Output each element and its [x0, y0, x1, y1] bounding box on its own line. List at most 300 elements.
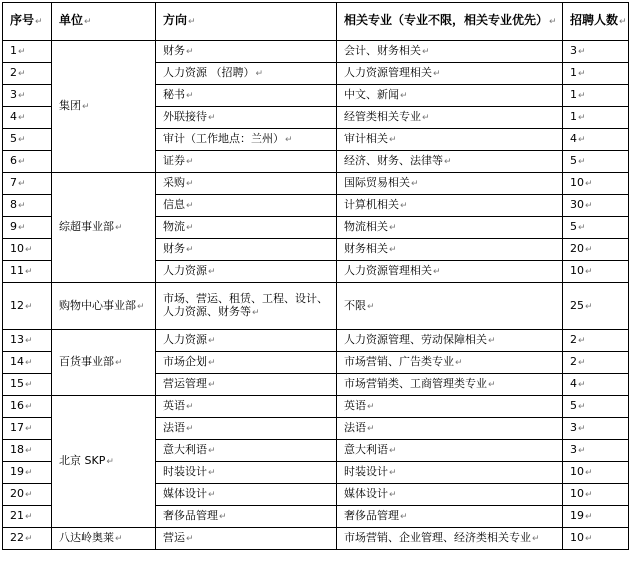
paragraph-mark-icon: ↵ — [25, 267, 33, 277]
cell-direction — [156, 107, 337, 129]
paragraph-mark-icon: ↵ — [578, 135, 586, 145]
paragraph-mark-icon: ↵ — [186, 201, 194, 211]
header-unit-label: 单位 — [59, 13, 84, 27]
paragraph-mark-icon: ↵ — [422, 113, 430, 123]
row-no: 22 — [10, 531, 24, 544]
paragraph-mark-icon: ↵ — [585, 201, 593, 211]
cell-count — [563, 283, 629, 330]
paragraph-mark-icon: ↵ — [389, 446, 397, 456]
cell-major — [337, 107, 563, 129]
major-text: 奢侈品管理 — [344, 509, 399, 522]
paragraph-mark-icon: ↵ — [255, 69, 264, 79]
paragraph-mark-icon: ↵ — [208, 446, 216, 456]
paragraph-mark-icon: ↵ — [285, 135, 293, 145]
paragraph-mark-icon: ↵ — [578, 358, 586, 368]
direction-text: 法语 — [163, 421, 185, 434]
row-no: 10 — [10, 242, 24, 255]
row-no: 6 — [10, 154, 17, 167]
count-value: 1 — [570, 66, 577, 79]
paragraph-mark-icon: ↵ — [585, 490, 593, 500]
cell-count — [563, 151, 629, 173]
major-text: 不限 — [344, 298, 366, 312]
cell-major — [337, 239, 563, 261]
paragraph-mark-icon: ↵ — [208, 490, 216, 500]
direction-text: 英语 — [163, 399, 185, 412]
cell-count — [563, 173, 629, 195]
paragraph-mark-icon: ↵ — [186, 91, 194, 101]
cell-no — [3, 85, 52, 107]
header-cell-major — [337, 3, 563, 41]
paragraph-mark-icon: ↵ — [389, 468, 397, 478]
cell-no — [3, 151, 52, 173]
paragraph-mark-icon: ↵ — [25, 402, 33, 412]
major-text: 经管类相关专业 — [344, 110, 421, 123]
cell-major — [337, 41, 563, 63]
paragraph-mark-icon: ↵ — [25, 446, 33, 456]
paragraph-mark-icon: ↵ — [186, 157, 194, 167]
cell-direction — [156, 462, 337, 484]
cell-no — [3, 352, 52, 374]
cell-no — [3, 195, 52, 217]
paragraph-mark-icon: ↵ — [18, 113, 26, 123]
paragraph-mark-icon: ↵ — [25, 336, 33, 346]
cell-major — [337, 352, 563, 374]
direction-text: 秘书 — [163, 88, 185, 101]
count-value: 10 — [570, 465, 584, 478]
cell-count — [563, 63, 629, 85]
cell-no — [3, 129, 52, 151]
unit-name: 北京 SKP — [59, 454, 106, 467]
cell-count — [563, 195, 629, 217]
cell-major — [337, 261, 563, 283]
paragraph-mark-icon: ↵ — [25, 512, 33, 522]
unit-name: 购物中心事业部 — [59, 298, 136, 312]
paragraph-mark-icon: ↵ — [188, 17, 196, 27]
direction-text: 奢侈品管理 — [163, 509, 218, 522]
paragraph-mark-icon: ↵ — [455, 358, 463, 368]
major-text: 市场营销、企业管理、经济类相关专业 — [344, 531, 531, 544]
count-value: 3 — [570, 443, 577, 456]
major-text: 财务相关 — [344, 242, 388, 255]
count-value: 10 — [570, 176, 584, 189]
cell-major — [337, 63, 563, 85]
table-row — [3, 283, 629, 330]
direction-text: 审计（工作地点：兰州） — [163, 132, 284, 145]
count-value: 5 — [570, 399, 577, 412]
paragraph-mark-icon: ↵ — [411, 179, 419, 189]
paragraph-mark-icon: ↵ — [578, 402, 586, 412]
cell-direction — [156, 41, 337, 63]
paragraph-mark-icon: ↵ — [35, 17, 43, 27]
major-text: 国际贸易相关 — [344, 176, 410, 189]
cell-count — [563, 239, 629, 261]
paragraph-mark-icon: ↵ — [389, 135, 397, 145]
cell-direction — [156, 418, 337, 440]
direction-text: 财务 — [163, 242, 185, 255]
unit-name: 集团 — [59, 99, 81, 112]
count-value: 4 — [570, 377, 577, 390]
cell-unit — [52, 330, 156, 396]
paragraph-mark-icon: ↵ — [433, 267, 441, 277]
cell-unit — [52, 396, 156, 528]
paragraph-mark-icon: ↵ — [208, 336, 216, 346]
cell-no — [3, 462, 52, 484]
count-value: 5 — [570, 154, 577, 167]
paragraph-mark-icon: ↵ — [186, 223, 194, 233]
cell-count — [563, 41, 629, 63]
direction-text: 营运管理 — [163, 377, 207, 390]
cell-no — [3, 418, 52, 440]
cell-count — [563, 107, 629, 129]
paragraph-mark-icon: ↵ — [18, 223, 26, 233]
recruitment-table — [2, 2, 629, 550]
direction-text: 财务 — [163, 44, 185, 57]
paragraph-mark-icon: ↵ — [585, 468, 593, 478]
row-no: 2 — [10, 66, 17, 79]
cell-major — [337, 283, 563, 330]
count-value: 1 — [570, 110, 577, 123]
cell-no — [3, 330, 52, 352]
paragraph-mark-icon: ↵ — [585, 267, 593, 277]
paragraph-mark-icon: ↵ — [578, 47, 586, 57]
unit-name: 综超事业部 — [59, 220, 114, 233]
major-text: 物流相关 — [344, 220, 388, 233]
unit-name: 百货事业部 — [59, 355, 114, 368]
table-header-row — [3, 3, 629, 41]
row-no: 7 — [10, 176, 17, 189]
cell-major — [337, 129, 563, 151]
paragraph-mark-icon: ↵ — [252, 308, 260, 318]
row-no: 4 — [10, 110, 17, 123]
header-no-label: 序号 — [10, 13, 35, 27]
major-text: 意大利语 — [344, 443, 388, 456]
cell-count — [563, 396, 629, 418]
cell-direction — [156, 63, 337, 85]
row-no: 18 — [10, 443, 24, 456]
cell-unit — [52, 283, 156, 330]
cell-major — [337, 85, 563, 107]
paragraph-mark-icon: ↵ — [84, 17, 92, 27]
cell-direction — [156, 374, 337, 396]
major-text: 时装设计 — [344, 465, 388, 478]
major-text: 计算机相关 — [344, 198, 399, 211]
direction-text: 市场、营运、租赁、工程、设计、人力资源、财务等 — [163, 292, 328, 318]
cell-direction — [156, 528, 337, 550]
row-no: 20 — [10, 487, 24, 500]
count-value: 30 — [570, 198, 584, 211]
paragraph-mark-icon: ↵ — [18, 91, 26, 101]
major-text: 市场营销、广告类专业 — [344, 355, 454, 368]
cell-no — [3, 528, 52, 550]
paragraph-mark-icon: ↵ — [532, 534, 540, 544]
paragraph-mark-icon: ↵ — [25, 424, 33, 434]
paragraph-mark-icon: ↵ — [186, 245, 194, 255]
cell-direction — [156, 261, 337, 283]
paragraph-mark-icon: ↵ — [18, 179, 26, 189]
cell-count — [563, 129, 629, 151]
header-cell-unit — [52, 3, 156, 41]
direction-text: 市场企划 — [163, 355, 207, 368]
cell-no — [3, 173, 52, 195]
cell-major — [337, 484, 563, 506]
paragraph-mark-icon: ↵ — [18, 157, 26, 167]
cell-no — [3, 261, 52, 283]
cell-unit — [52, 41, 156, 173]
count-value: 19 — [570, 509, 584, 522]
cell-major — [337, 418, 563, 440]
paragraph-mark-icon: ↵ — [25, 490, 33, 500]
paragraph-mark-icon: ↵ — [208, 267, 216, 277]
cell-count — [563, 261, 629, 283]
cell-no — [3, 396, 52, 418]
row-no: 9 — [10, 220, 17, 233]
paragraph-mark-icon: ↵ — [367, 402, 375, 412]
paragraph-mark-icon: ↵ — [208, 113, 216, 123]
paragraph-mark-icon: ↵ — [578, 380, 586, 390]
paragraph-mark-icon: ↵ — [400, 512, 408, 522]
table-row — [3, 330, 629, 352]
paragraph-mark-icon: ↵ — [186, 179, 194, 189]
paragraph-mark-icon: ↵ — [389, 223, 397, 233]
paragraph-mark-icon: ↵ — [585, 301, 593, 312]
cell-direction — [156, 283, 337, 330]
row-no: 11 — [10, 264, 24, 277]
cell-count — [563, 528, 629, 550]
cell-count — [563, 484, 629, 506]
count-value: 1 — [570, 88, 577, 101]
direction-text: 证券 — [163, 154, 185, 167]
cell-unit — [52, 528, 156, 550]
cell-direction — [156, 85, 337, 107]
cell-no — [3, 506, 52, 528]
paragraph-mark-icon: ↵ — [18, 47, 26, 57]
count-value: 5 — [570, 220, 577, 233]
paragraph-mark-icon: ↵ — [619, 17, 627, 27]
direction-text: 采购 — [163, 176, 185, 189]
count-value: 3 — [570, 44, 577, 57]
cell-count — [563, 330, 629, 352]
cell-major — [337, 506, 563, 528]
table-row — [3, 41, 629, 63]
unit-name: 八达岭奥莱 — [59, 531, 114, 544]
cell-count — [563, 506, 629, 528]
paragraph-mark-icon: ↵ — [578, 157, 586, 167]
direction-text: 人力资源 （招聘） — [163, 66, 255, 79]
header-major-label: 相关专业（专业不限，相关专业优先） — [344, 13, 549, 27]
header-cell-count — [563, 3, 629, 41]
paragraph-mark-icon: ↵ — [186, 424, 194, 434]
cell-direction — [156, 484, 337, 506]
row-no: 15 — [10, 377, 24, 390]
cell-count — [563, 418, 629, 440]
paragraph-mark-icon: ↵ — [18, 201, 26, 211]
paragraph-mark-icon: ↵ — [208, 468, 216, 478]
paragraph-mark-icon: ↵ — [585, 179, 593, 189]
cell-major — [337, 374, 563, 396]
direction-text: 人力资源 — [163, 264, 207, 277]
paragraph-mark-icon: ↵ — [578, 113, 586, 123]
cell-major — [337, 396, 563, 418]
direction-text: 意大利语 — [163, 443, 207, 456]
header-direction-label: 方向 — [163, 13, 188, 27]
paragraph-mark-icon: ↵ — [186, 47, 194, 57]
paragraph-mark-icon: ↵ — [488, 336, 496, 346]
count-value: 10 — [570, 531, 584, 544]
paragraph-mark-icon: ↵ — [585, 534, 593, 544]
paragraph-mark-icon: ↵ — [389, 245, 397, 255]
count-value: 4 — [570, 132, 577, 145]
paragraph-mark-icon: ↵ — [422, 47, 430, 57]
row-no: 3 — [10, 88, 17, 101]
paragraph-mark-icon: ↵ — [106, 457, 114, 467]
cell-direction — [156, 129, 337, 151]
row-no: 21 — [10, 509, 24, 522]
header-count-label: 招聘人数 — [570, 13, 619, 27]
cell-major — [337, 528, 563, 550]
row-no: 17 — [10, 421, 24, 434]
cell-direction — [156, 330, 337, 352]
cell-no — [3, 107, 52, 129]
major-text: 中文、新闻 — [344, 88, 399, 101]
paragraph-mark-icon: ↵ — [433, 69, 441, 79]
count-value: 3 — [570, 421, 577, 434]
paragraph-mark-icon: ↵ — [367, 424, 375, 434]
paragraph-mark-icon: ↵ — [208, 358, 216, 368]
cell-no — [3, 484, 52, 506]
paragraph-mark-icon: ↵ — [25, 358, 33, 368]
row-no: 19 — [10, 465, 24, 478]
paragraph-mark-icon: ↵ — [115, 358, 123, 368]
paragraph-mark-icon: ↵ — [578, 223, 586, 233]
paragraph-mark-icon: ↵ — [25, 468, 33, 478]
cell-major — [337, 173, 563, 195]
cell-count — [563, 217, 629, 239]
paragraph-mark-icon: ↵ — [219, 512, 227, 522]
paragraph-mark-icon: ↵ — [82, 102, 90, 112]
cell-direction — [156, 173, 337, 195]
paragraph-mark-icon: ↵ — [400, 201, 408, 211]
cell-major — [337, 195, 563, 217]
paragraph-mark-icon: ↵ — [400, 91, 408, 101]
paragraph-mark-icon: ↵ — [578, 69, 586, 79]
paragraph-mark-icon: ↵ — [578, 424, 586, 434]
paragraph-mark-icon: ↵ — [115, 534, 123, 544]
paragraph-mark-icon: ↵ — [186, 402, 194, 412]
cell-major — [337, 440, 563, 462]
cell-no — [3, 41, 52, 63]
count-value: 10 — [570, 264, 584, 277]
major-text: 市场营销类、工商管理类专业 — [344, 377, 487, 390]
header-cell-direction — [156, 3, 337, 41]
cell-direction — [156, 151, 337, 173]
major-text: 人力资源管理相关 — [344, 66, 432, 79]
count-value: 10 — [570, 487, 584, 500]
paragraph-mark-icon: ↵ — [25, 380, 33, 390]
row-no: 12 — [10, 298, 24, 312]
cell-unit — [52, 173, 156, 283]
cell-major — [337, 462, 563, 484]
cell-direction — [156, 396, 337, 418]
table-row — [3, 396, 629, 418]
paragraph-mark-icon: ↵ — [444, 157, 452, 167]
paragraph-mark-icon: ↵ — [25, 534, 33, 544]
major-text: 法语 — [344, 421, 366, 434]
cell-direction — [156, 440, 337, 462]
paragraph-mark-icon: ↵ — [208, 380, 216, 390]
cell-count — [563, 462, 629, 484]
cell-direction — [156, 217, 337, 239]
paragraph-mark-icon: ↵ — [25, 301, 33, 312]
header-cell-no — [3, 3, 52, 41]
major-text: 经济、财务、法律等 — [344, 154, 443, 167]
paragraph-mark-icon: ↵ — [186, 534, 194, 544]
direction-text: 营运 — [163, 531, 185, 544]
cell-major — [337, 217, 563, 239]
cell-no — [3, 374, 52, 396]
table-row — [3, 173, 629, 195]
count-value: 20 — [570, 242, 584, 255]
cell-count — [563, 440, 629, 462]
cell-no — [3, 440, 52, 462]
cell-direction — [156, 195, 337, 217]
paragraph-mark-icon: ↵ — [585, 245, 593, 255]
cell-major — [337, 151, 563, 173]
cell-direction — [156, 239, 337, 261]
major-text: 审计相关 — [344, 132, 388, 145]
row-no: 8 — [10, 198, 17, 211]
row-no: 14 — [10, 355, 24, 368]
cell-no — [3, 239, 52, 261]
direction-text: 时装设计 — [163, 465, 207, 478]
count-value: 25 — [570, 298, 584, 312]
row-no: 16 — [10, 399, 24, 412]
major-text: 英语 — [344, 399, 366, 412]
paragraph-mark-icon: ↵ — [115, 223, 123, 233]
paragraph-mark-icon: ↵ — [18, 69, 26, 79]
row-no: 1 — [10, 44, 17, 57]
paragraph-mark-icon: ↵ — [549, 17, 557, 27]
count-value: 2 — [570, 333, 577, 346]
direction-text: 媒体设计 — [163, 487, 207, 500]
major-text: 会计、财务相关 — [344, 44, 421, 57]
cell-major — [337, 330, 563, 352]
paragraph-mark-icon: ↵ — [578, 336, 586, 346]
paragraph-mark-icon: ↵ — [367, 301, 375, 312]
cell-count — [563, 374, 629, 396]
direction-text: 外联接待 — [163, 110, 207, 123]
row-no: 5 — [10, 132, 17, 145]
table-row — [3, 528, 629, 550]
cell-count — [563, 352, 629, 374]
paragraph-mark-icon: ↵ — [389, 490, 397, 500]
direction-text: 人力资源 — [163, 333, 207, 346]
paragraph-mark-icon: ↵ — [137, 301, 145, 312]
cell-direction — [156, 352, 337, 374]
paragraph-mark-icon: ↵ — [585, 512, 593, 522]
cell-count — [563, 85, 629, 107]
direction-text: 信息 — [163, 198, 185, 211]
cell-no — [3, 217, 52, 239]
paragraph-mark-icon: ↵ — [25, 245, 33, 255]
row-no: 13 — [10, 333, 24, 346]
major-text: 媒体设计 — [344, 487, 388, 500]
cell-direction — [156, 506, 337, 528]
paragraph-mark-icon: ↵ — [18, 135, 26, 145]
major-text: 人力资源管理、劳动保障相关 — [344, 333, 487, 346]
paragraph-mark-icon: ↵ — [578, 91, 586, 101]
count-value: 2 — [570, 355, 577, 368]
cell-no — [3, 63, 52, 85]
